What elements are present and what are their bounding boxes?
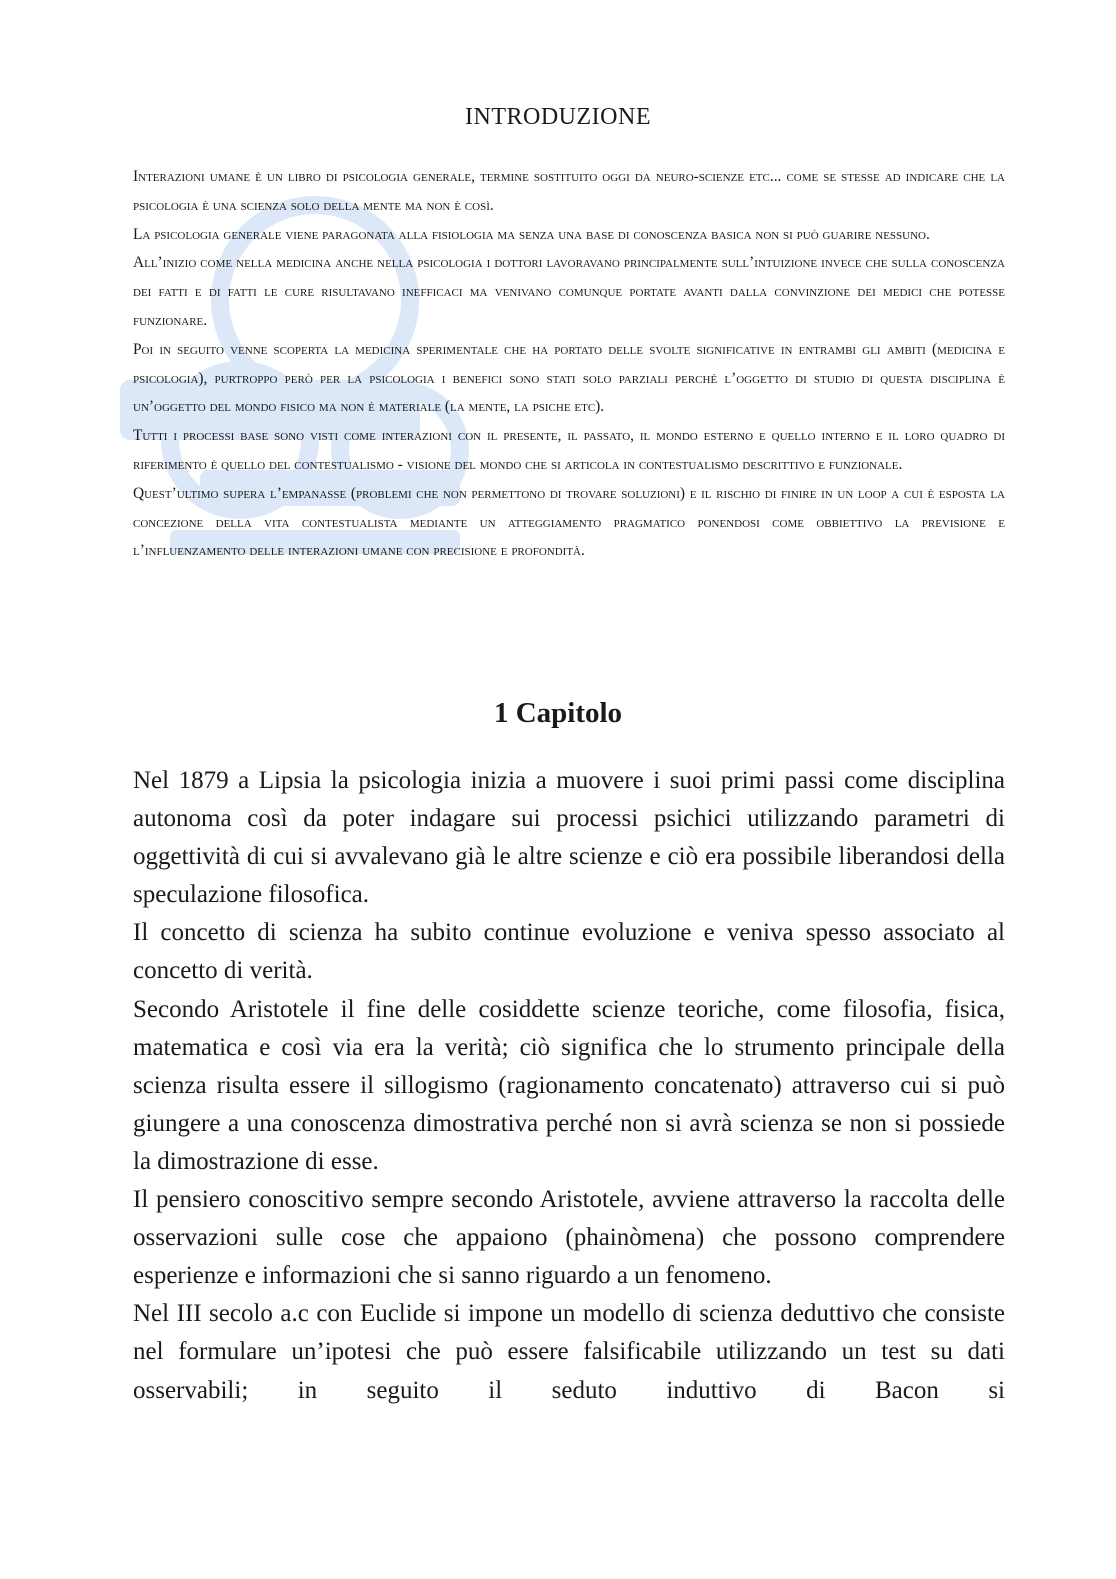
intro-paragraph: La psicologia generale viene paragonata alla fisiologia ma senza una base di conoscenza basica non si può guarire nessuno.: [133, 225, 930, 243]
chapter-paragraph: Secondo Aristotele il fine delle cosiddette scienze teoriche, come filosofia, fisica, matematica e così via era la verità; ciò significa che lo strumento principale della scienza risulta essere il sillogismo (ragionamento concatenato) attraverso cui si può giungere a una conoscenza dimostrativa perché non si avrà scienza se non si possiede la dimostrazione di esse.: [133, 995, 1005, 1175]
chapter-paragraph: Il pensiero conoscitivo sempre secondo Aristotele, avviene attraverso la raccolta delle osservazioni sulle cose che appaiono (phainòmena) che possono comprendere esperienze e informazioni che si sanno riguardo a un fenomeno.: [133, 1186, 1005, 1290]
intro-paragraph: Quest’ultimo supera l’empanasse (problemi che non permettono di trovare soluzioni) e il rischio di finire in un loop a cui è esposta la concezione della vita contestualista mediante un atteggiamento pragmatico ponendosi come obbiettivo la previsione e l’influenzamento delle interazioni umane con precisione e profondità.: [133, 484, 1005, 560]
intro-title: INTRODUZIONE: [465, 104, 651, 130]
chapter-title: 1 Capitolo: [493, 697, 623, 729]
intro-paragraph: Interazioni umane è un libro di psicologia generale, termine sostituito oggi da neuro-scienze etc... come se stesse ad indicare che la psicologia è una scienza solo della mente ma non è così.: [133, 168, 1005, 214]
chapter-paragraph: Il concetto di scienza ha subito continue evoluzione e veniva spesso associato al concetto di verità.: [133, 919, 1005, 985]
chapter-paragraph: Nel 1879 a Lipsia la psicologia inizia a muovere i suoi primi passi come disciplina autonoma così da poter indagare sui processi psichici utilizzando parametri di oggettività di cui si avvalevano già le altre scienze e ciò era possibile liberandosi della speculazione filosofica.: [133, 767, 1005, 909]
chapter-paragraph: Nel III secolo a.c con Euclide si impone un modello di scienza deduttivo che consiste nel formulare un’ipotesi che può essere falsificabile utilizzando un test su dati osservabili; in seguito il seduto induttivo di Bacon si: [133, 1300, 1005, 1404]
intro-paragraph: Tutti i processi base sono visti come interazioni con il presente, il passato, il mondo esterno e quello interno e il loro quadro di riferimento è quello del contestualismo - visione del mondo che si articola in contestualismo descrittivo e funzionale.: [133, 427, 1005, 473]
intro-section: [133, 163, 1005, 566]
intro-paragraph: All’inizio come nella medicina anche nella psicologia i dottori lavoravano principalmente sull’intuizione invece che sulla conoscenza dei fatti e di fatti le cure risultavano inefficaci ma venivano comunque portate avanti dalla convinzione dei medici che potesse funzionare.: [133, 254, 1005, 329]
chapter-body: [133, 762, 1005, 1410]
intro-paragraph: Poi in seguito venne scoperta la medicina sperimentale che ha portato delle svolte significative in entrambi gli ambiti (medicina e psicologia), purtroppo però per la psicologia i benefici sono stati solo parziali perché l’oggetto di studio di questa disciplina è un’oggetto del mondo fisico ma non è materiale (la mente, la psiche etc).: [133, 340, 1005, 416]
